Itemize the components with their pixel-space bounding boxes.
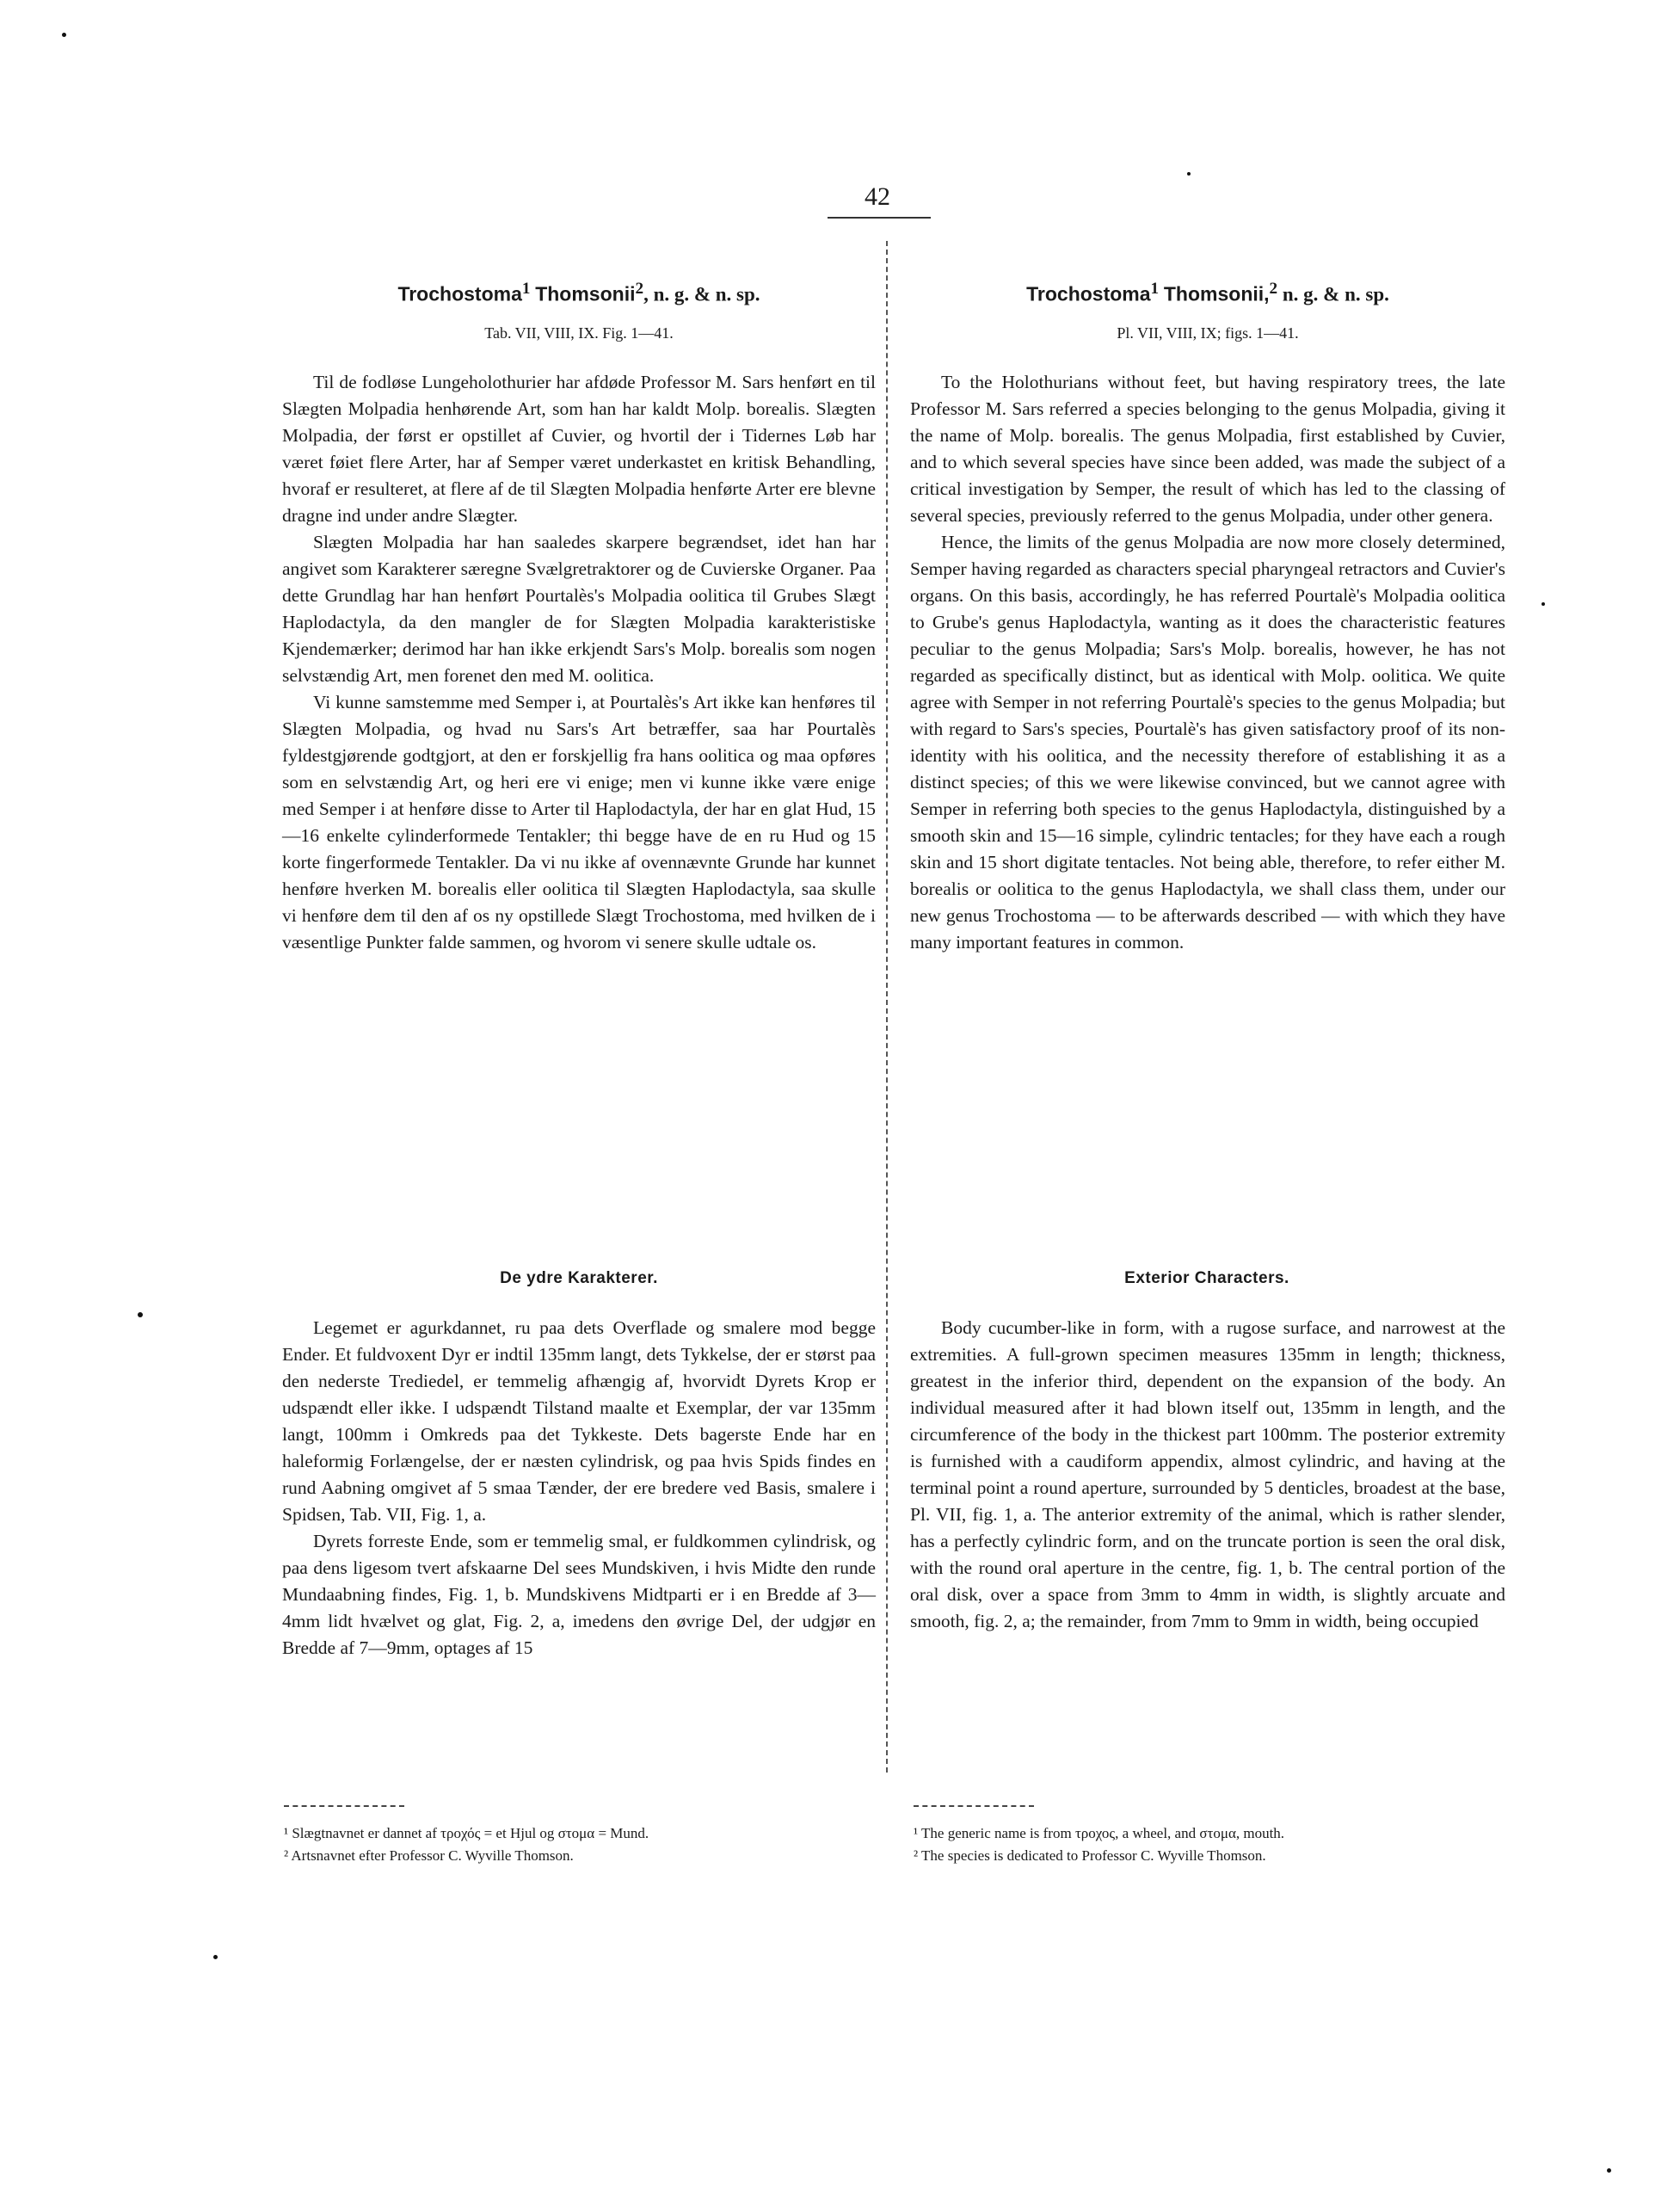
norwegian-section-paragraph: Legemet er agurkdannet, ru paa dets Overflade og smalere mod begge Ender. Et fuldvoxent Dyr er indtil 135mm langt, dets Tykkelse, der er størst paa den nederste Trediedel, er temmelig afhængig af, hvorvidt Dyrets Krop er udspændt eller ikke. I udspændt Tilstand maalte et Exemplar, der var 135mm langt, 100mm i Omkreds paa det Tykkeste. Dets bagerste Ende har en haleformig Forlængelse, der er næsten cylindrisk, og paa hvis Spids findes en rund Aabning omgivet af 5 smaa Tænder, der ere bredere ved Basis, smalere i Spidsen, Tab. VII, Fig. 1, a. — [282, 1317, 876, 1525]
scan-speck — [1607, 2168, 1611, 2173]
english-footnotes — [914, 1822, 1284, 1867]
norwegian-section-heading: De ydre Karakterer. — [500, 1269, 658, 1287]
norwegian-footnote: ¹ Slægtnavnet er dannet af τροχός = et Hjul og στομα = Mund. — [284, 1825, 649, 1841]
norwegian-title-genus: Trochostoma — [397, 282, 522, 305]
english-plate-reference: Pl. VII, VIII, IX; figs. 1—41. — [1117, 324, 1299, 342]
english-footnote: ² The species is dedicated to Professor C. Wyville Thomson. — [914, 1847, 1266, 1864]
english-title-species-note: 2 — [1269, 280, 1278, 298]
norwegian-title-species-note: 2 — [635, 280, 644, 298]
column-divider — [886, 241, 888, 1773]
page-number: 42 — [865, 182, 890, 211]
norwegian-title-species: Thomsonii — [535, 282, 636, 305]
english-body — [910, 369, 1505, 956]
english-title-suffix: n. g. & n. sp. — [1277, 283, 1389, 305]
norwegian-paragraph: Slægten Molpadia har han saaledes skarpere begrændset, idet han har angivet som Karakterer særegne Svælgretraktorer og de Cuvierske Organer. Paa dette Grundlag har han henført Pourtalès's Molpadia oolitica til Grubes Slægt Haplodactyla, da den mangler de for Slægten Molpadia karakteristiske Kjendemærker; derimod har han ikke erkjendt Sars's Molp. borealis som nogen selvstændig Art, men forenet den med M. oolitica. — [282, 531, 876, 686]
norwegian-footnote: ² Artsnavnet efter Professor C. Wyville Thomson. — [284, 1847, 574, 1864]
english-column — [910, 274, 1505, 956]
norwegian-column — [282, 274, 876, 956]
norwegian-article-title — [282, 274, 876, 311]
scan-speck — [213, 1955, 218, 1959]
english-title-genus: Trochostoma — [1026, 282, 1151, 305]
norwegian-title-suffix: , n. g. & n. sp. — [643, 283, 760, 305]
page-number-rule — [828, 217, 931, 219]
scan-speck — [1542, 602, 1545, 606]
english-title-species: Thomsonii, — [1163, 282, 1270, 305]
norwegian-footnotes — [284, 1822, 649, 1867]
scan-speck — [62, 33, 66, 37]
english-footnote-rule — [914, 1805, 1034, 1807]
english-section-body — [910, 1315, 1505, 1635]
english-title-genus-note: 1 — [1150, 280, 1160, 298]
norwegian-plate-reference: Tab. VII, VIII, IX. Fig. 1—41. — [484, 324, 674, 342]
norwegian-section-body — [282, 1315, 876, 1662]
norwegian-paragraph: Til de fodløse Lungeholothurier har afdøde Professor M. Sars henført en til Slægten Molpadia henhørende Art, som han har kaldt Molp. borealis. Slægten Molpadia, der først er opstillet af Cuvier, og hvortil der i Tidernes Løb har været føiet flere Arter, har af Semper været underkastet en kritisk Behandling, hvoraf er resulteret, at flere af de til Slægten Molpadia henførte Arter ere blevne dragne ind under andre Slægter. — [282, 371, 876, 526]
english-section-paragraph: Body cucumber-like in form, with a rugose surface, and narrowest at the extremities. A full-grown specimen measures 135mm in length; thickness, greatest in the inferior third, dependent on the expansion of the body. An individual measured after it had blown itself out, 135mm in length, and the circumference of the body in the thickest part 100mm. The posterior extremity is furnished with a caudiform appendix, almost cylindric, and having at the terminal point a round aperture, surrounded by 5 denticles, broadest at the base, Pl. VII, fig. 1, a. The anterior extremity of the animal, which is rather slender, has a perfectly cylindric form, and on the truncate portion is seen the oral disk, with the round oral aperture in the centre, fig. 1, b. The central portion of the oral disk, over a space from 3mm to 4mm in width, is slightly arcuate and smooth, fig. 2, a; the remainder, from 7mm to 9mm in width, being occupied — [910, 1317, 1505, 1631]
scan-speck — [138, 1312, 143, 1317]
norwegian-footnote-rule — [284, 1805, 404, 1807]
scan-speck — [1187, 172, 1191, 176]
norwegian-body — [282, 369, 876, 956]
english-paragraph: To the Holothurians without feet, but having respiratory trees, the late Professor M. Sars referred a species belonging to the genus Molpadia, giving it the name of Molp. borealis. The genus Molpadia, first established by Cuvier, and to which several species have since been added, was made the subject of a critical investigation by Semper, the result of which has led to the classing of several species, previously referred to the genus Molpadia, under other genera. — [910, 371, 1505, 526]
english-article-title — [910, 274, 1505, 311]
english-paragraph: Hence, the limits of the genus Molpadia are now more closely determined, Semper having regarded as characters special pharyngeal retractors and Cuvier's organs. On this basis, accordingly, he has referred Pourtalè's Molpadia oolitica to Grube's genus Haplodactyla, wanting as it does the characteristic features peculiar to the genus Molpadia; Sars's Molp. borealis, however, he has not regarded as specifically distinct, but as identical with Molp. oolitica. We quite agree with Semper in not referring Pourtalè's species to the genus Molpadia; but with regard to Sars's species, Pourtalè's has given satisfactory proof of its non-identity with his oolitica, and the necessity therefore of establishing it as a distinct species; of this we were likewise convinced, but we cannot agree with Semper in referring both species to the genus Haplodactyla, distinguished by a smooth skin and 15—16 simple, cylindric tentacles; for they have each a rough skin and 15 short digitate tentacles. Not being able, therefore, to refer either M. borealis or oolitica to the genus Haplodactyla, we shall class them, under our new genus Trochostoma — to be afterwards described — with which they have many important features in common. — [910, 531, 1505, 953]
norwegian-title-genus-note: 1 — [521, 280, 531, 298]
english-section-heading: Exterior Characters. — [1124, 1269, 1289, 1287]
norwegian-section-paragraph: Dyrets forreste Ende, som er temmelig smal, er fuldkommen cylindrisk, og paa dens ligesom tvert afskaarne Del sees Mundskiven, i hvis Midte den runde Mundaabning findes, Fig. 1, b. Mundskivens Midtparti er i en Bredde af 3—4mm lidt hvælvet og glat, Fig. 2, a, imedens den øvrige Del, der udgjør en Bredde af 7—9mm, optages af 15 — [282, 1531, 876, 1658]
english-footnote: ¹ The generic name is from τροχος, a wheel, and στομα, mouth. — [914, 1825, 1285, 1841]
norwegian-paragraph: Vi kunne samstemme med Semper i, at Pourtalès's Art ikke kan henføres til Slægten Molpadia, og hvad nu Sars's Art betræffer, saa har Pourtalès fyldestgjørende godtgjort, at den er forskjellig fra hans oolitica og maa opføres som en selvstændig Art, og heri ere vi enige; men vi kunne ikke være enige med Semper i at henføre disse to Arter til Haplodactyla, der har en glat Hud, 15—16 enkelte cylinderformede Tentakler; thi begge have de en ru Hud og 15 korte fingerformede Tentakler. Da vi nu ikke af ovennævnte Grunde har kunnet henføre hverken M. borealis eller oolitica til Slægten Haplodactyla, saa skulle vi henføre dem til den af os ny opstillede Slægt Trochostoma, med hvilken de i væsentlige Punkter falde sammen, og hvorom vi senere skulle udtale os. — [282, 691, 876, 953]
